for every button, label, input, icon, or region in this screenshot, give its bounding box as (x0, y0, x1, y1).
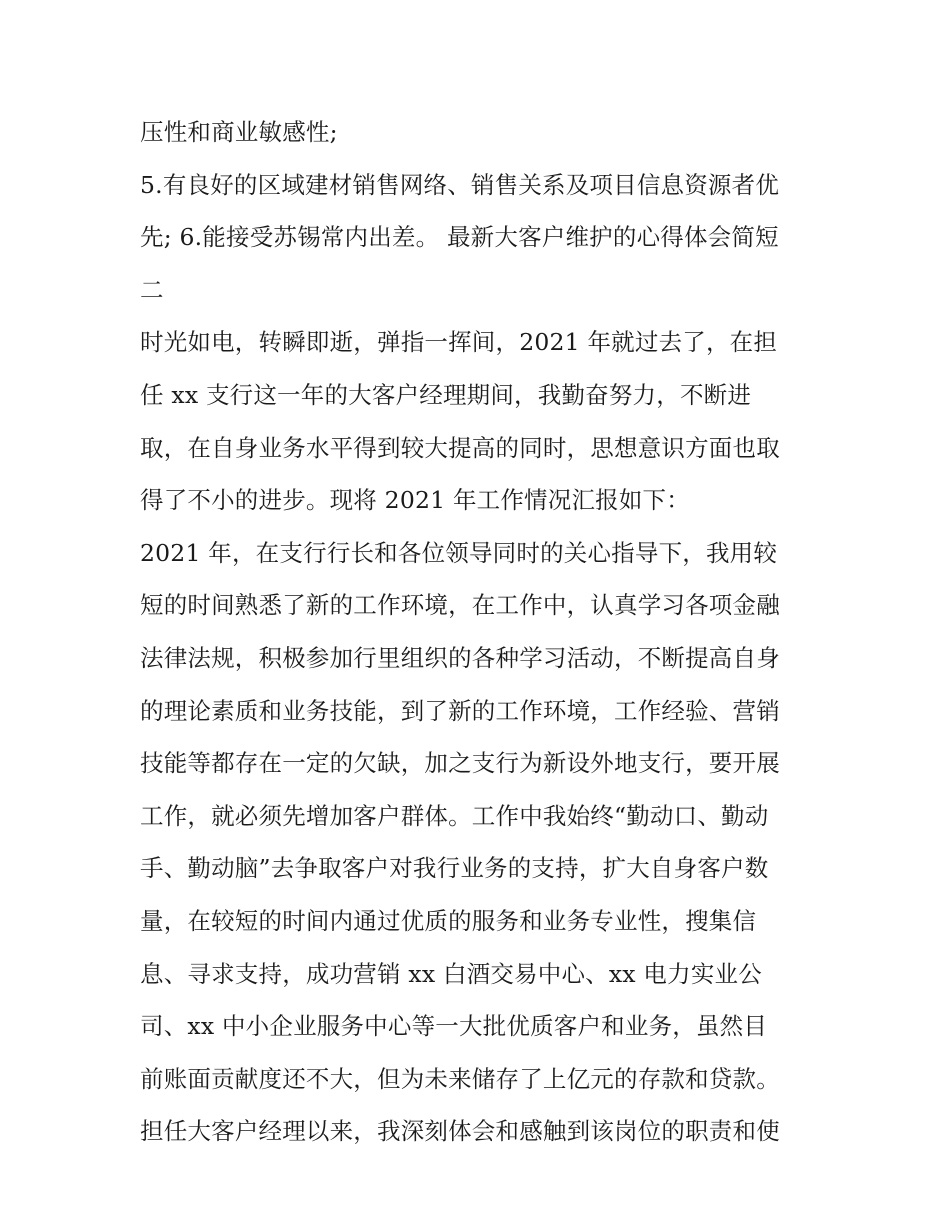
text-line: 担任大客户经理以来，我深刻体会和感触到该岗位的职责和使 (140, 1117, 780, 1146)
document-body (140, 106, 830, 1158)
text-line: 法律法规，积极参加行里组织的各种学习活动，不断提高自身 (140, 643, 780, 672)
text-line: 2021 年，在支行行长和各位领导同时的关心指导下，我用较 (140, 538, 778, 567)
text-line: 先; 6.能接受苏锡常内出差。 最新大客户维护的心得体会简短 (140, 223, 779, 252)
text-line: 量，在较短的时间内通过优质的服务和业务专业性，搜集信 (140, 906, 757, 935)
text-line: 时光如电，转瞬即逝，弹指一挥间，2021 年就过去了，在担 (140, 328, 778, 357)
text-line: 前账面贡献度还不大，但为未来储存了上亿元的存款和贷款。 (140, 1064, 780, 1093)
text-line: 手、勤动脑”去争取客户对我行业务的支持，扩大自身客户数 (140, 854, 769, 883)
text-line: 司、xx 中小企业服务中心等一大批优质客户和业务，虽然目 (140, 1012, 768, 1041)
text-line: 二 (140, 275, 164, 304)
text-line: 5.有良好的区域建材销售网络、销售关系及项目信息资源者优 (140, 170, 780, 199)
text-line: 得了不小的进步。现将 2021 年工作情况汇报如下： (140, 486, 690, 515)
text-line: 息、寻求支持，成功营销 xx 白酒交易中心、xx 电力实业公 (140, 959, 762, 988)
text-line: 取，在自身业务水平得到较大提高的同时，思想意识方面也取 (140, 433, 780, 462)
text-line: 短的时间熟悉了新的工作环境，在工作中，认真学习各项金融 (140, 591, 780, 620)
text-line: 压性和商业敏感性; (140, 118, 338, 146)
text-line: 技能等都存在一定的欠缺，加之支行为新设外地支行，要开展 (140, 749, 780, 778)
text-line: 工作，就必须先增加客户群体。工作中我始终“勤动口、勤动 (140, 801, 769, 830)
text-line: 的理论素质和业务技能，到了新的工作环境，工作经验、营销 (140, 696, 780, 725)
text-line: 任 xx 支行这一年的大客户经理期间，我勤奋努力，不断进 (140, 380, 752, 409)
